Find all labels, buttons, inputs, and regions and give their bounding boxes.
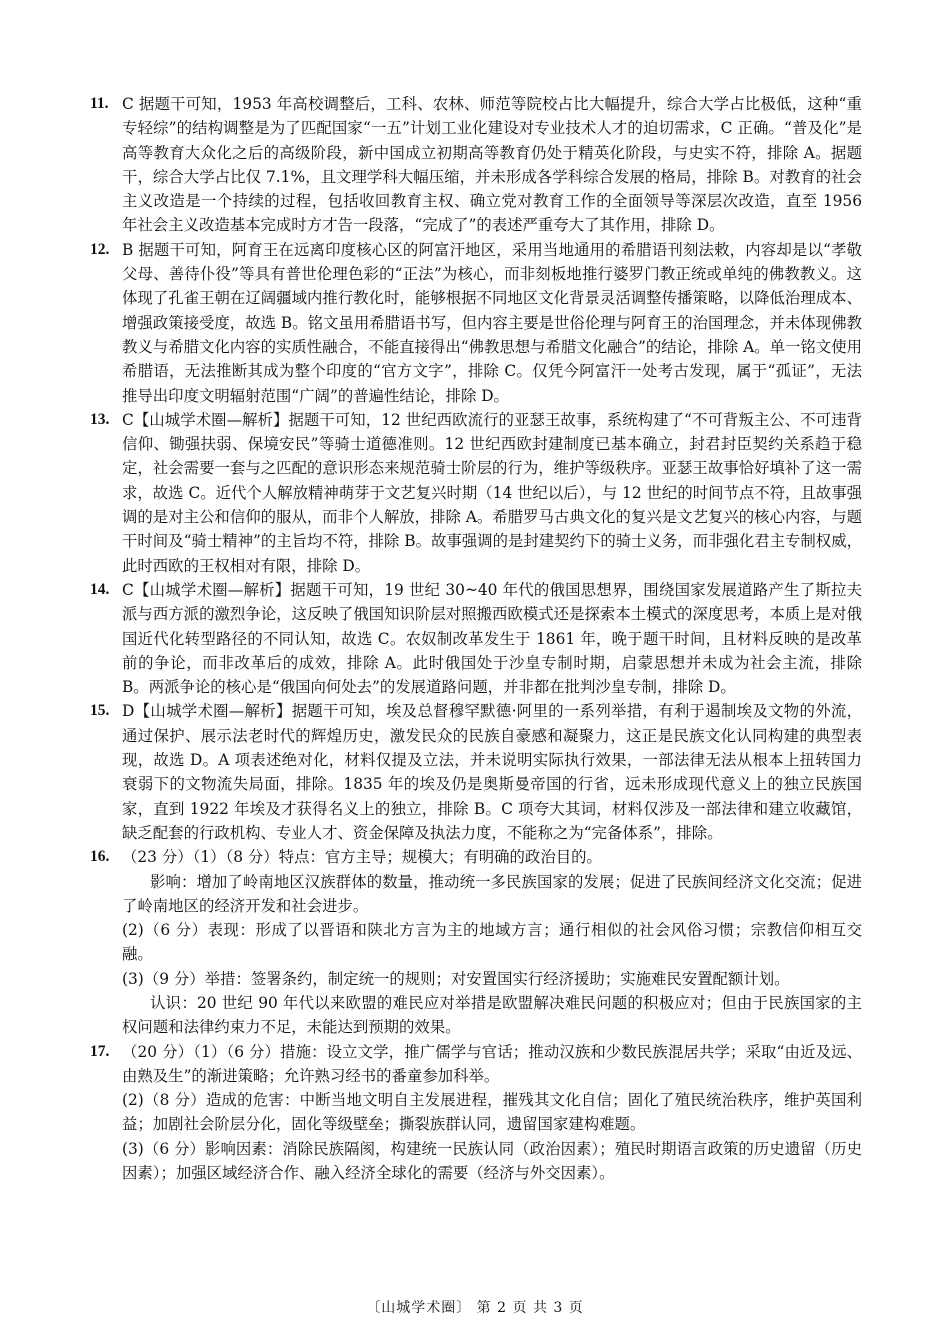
answer-paragraph: D【山城学术圈—解析】据题干可知，埃及总督穆罕默德·阿里的一系列举措，有利于遏制埃及文物的外流，通过保护、展示法老时代的辉煌历史，激发民众的民族自豪感和凝聚力，这正是民族文化认同构建的典型表现，故选 D。A 项表述绝对化，材料仅提及立法，并未说明实际执行效果，一部法律无法从根本上扭转国力衰弱下的文物流失局面，排除。1835 年的埃及仍是奥斯曼帝国的行省，远未形成现代意义上的独立民族国家，直到 1922 年埃及才获得名义上的独立，排除 B。C 项夸大其词，材料仅涉及一部法律和建立收藏馆，缺乏配套的行政机构、专业人才、资金保障及执法力度，不能称之为“完备体系”，排除。 <box>122 702 862 842</box>
answer-paragraph: （20 分）（1）（6 分）措施：设立文学，推广儒学与官话；推动汉族和少数民族混居共学；采取“由近及远、由熟及生”的渐进策略；允许熟习经书的番童参加科举。 <box>122 1042 862 1085</box>
answer-item <box>90 238 862 408</box>
answer-paragraph: C【山城学术圈—解析】据题干可知，19 世纪 30~40 年代的俄国思想界，围绕国家发展道路产生了斯拉夫派与西方派的激烈争论，这反映了俄国知识阶层对照搬西欧模式还是探索本土模式的深度思考，本质上是对俄国近代化转型路径的不同认知，故选 C。农奴制改革发生于 1861 年，晚于题干时间，且材料反映的是改革前的争论，而非改革后的成效，排除 A。此时俄国处于沙皇专制时期，启蒙思想并未成为社会主流，排除 B。两派争论的核心是“俄国向何处去”的发展道路问题，并非都在批判沙皇专制，排除 D。 <box>122 580 862 697</box>
answer-item <box>90 1040 862 1186</box>
answer-paragraph: 影响：增加了岭南地区汉族群体的数量，推动统一多民族国家的发展；促进了民族间经济文化交流；促进了岭南地区的经济开发和社会进步。 <box>122 872 862 915</box>
answer-paragraph: C 据题干可知，1953 年高校调整后，工科、农林、师范等院校占比大幅提升，综合大学占比极低，这种“重专轻综”的结构调整是为了匹配国家“一五”计划工业化建设对专业技术人才的迫切需求，C 正确。“普及化”是高等教育大众化之后的高级阶段，新中国成立初期高等教育仍处于精英化阶段，与史实不符，排除 A。据题干，综合大学占比仅 7.1%，且文理学科大幅压缩，并未形成各学科综合发展的格局，排除 B。对教育的社会主义改造是一个持续的过程，包括收回教育主权、确立党对教育工作的全面领导等深层次改造，直至 1956 年社会主义改造基本完成时方才告一段落，“完成了”的表述严重夸大了其作用，排除 D。 <box>122 95 862 235</box>
answer-paragraph: C【山城学术圈—解析】据题干可知，12 世纪西欧流行的亚瑟王故事，系统构建了“不可背叛主公、不可违背信仰、锄强扶弱、保境安民”等骑士道德准则。12 世纪西欧封建制度已基本确立，封君封臣契约关系趋于稳定，社会需要一套与之匹配的意识形态来规范骑士阶层的行为，维护等级秩序。亚瑟王故事恰好填补了这一需求，故选 C。近代个人解放精神萌芽于文艺复兴时期（14 世纪以后），与 12 世纪的时间节点不符，且故事强调的是对主公和信仰的服从，而非个人解放，排除 A。希腊罗马古典文化的复兴是文艺复兴的核心内容，与题干时间及“骑士精神”的主旨均不符，排除 B。故事强调的是封建契约下的骑士义务，而非强化君主专制权威，此时西欧的王权相对有限，排除 D。 <box>122 410 863 575</box>
answer-paragraph: 认识：20 世纪 90 年代以来欧盟的难民应对举措是欧盟解决难民问题的积极应对；但由于民族国家的主权问题和法律约束力不足，未能达到预期的效果。 <box>122 993 862 1037</box>
answer-paragraph: (3)（6 分）影响因素：消除民族隔阂，构建统一民族认同（政治因素）；殖民时期语言政策的历史遗留（历史因素）；加强区域经济合作、融入经济全球化的需要（经济与外交因素）。 <box>122 1139 862 1183</box>
answer-paragraph: B 据题干可知，阿育王在远离印度核心区的阿富汗地区，采用当地通用的希腊语刊刻法敕，内容却是以“孝敬父母、善待仆役”等具有普世伦理色彩的“正法”为核心，而非刻板地推行婆罗门教正统或单纯的佛教教义。这体现了孔雀王朝在辽阔疆域内推行教化时，能够根据不同地区文化背景灵活调整传播策略，以降低治理成本、增强政策接受度，故选 B。铭文虽用希腊语书写，但内容主要是世俗伦理与阿育王的治国理念，并未体现佛教教义与希腊文化内容的实质性融合，不能直接得出“佛教思想与希腊文化融合”的结论，排除 A。单一铭文使用希腊语，无法推断其成为整个印度的“官方文字”，排除 C。仅凭今阿富汗一处考古发现，属于“孤证”，无法推导出印度文明辐射范围“广阔”的普遍性结论，排除 D。 <box>122 240 862 405</box>
answer-list <box>90 92 862 1185</box>
answer-item <box>90 699 862 845</box>
question-number: 12. <box>90 240 110 258</box>
answer-item <box>90 578 862 699</box>
answer-item <box>90 408 862 578</box>
answer-paragraph: (2)（8 分）造成的危害：中断当地文明自主发展进程，摧残其文化自信；固化了殖民统治秩序，维护英国利益；加剧社会阶层分化，固化等级壁垒；撕裂族群认同，遗留国家建构难题。 <box>122 1091 862 1134</box>
question-number: 16. <box>90 848 110 866</box>
question-number: 15. <box>90 702 110 720</box>
page-footer: 〔山城学术圈〕 第 2 页 共 3 页 <box>366 1300 584 1316</box>
answer-paragraph: （23 分）（1）（8 分）特点：官方主导；规模大；有明确的政治目的。 <box>122 848 602 867</box>
question-number: 14. <box>90 580 110 598</box>
answer-item <box>90 92 862 238</box>
answer-item <box>90 845 862 1039</box>
question-number: 17. <box>90 1042 110 1060</box>
question-number: 13. <box>90 410 110 428</box>
question-number: 11. <box>90 95 109 112</box>
answer-paragraph: (2)（6 分）表现：形成了以晋语和陕北方言为主的地域方言；通行相似的社会风俗习惯；宗教信仰相互交融。 <box>122 921 862 964</box>
answer-paragraph: (3)（9 分）举措：签署条约，制定统一的规则；对安置国实行经济援助；实施难民安置配额计划。 <box>122 969 790 988</box>
